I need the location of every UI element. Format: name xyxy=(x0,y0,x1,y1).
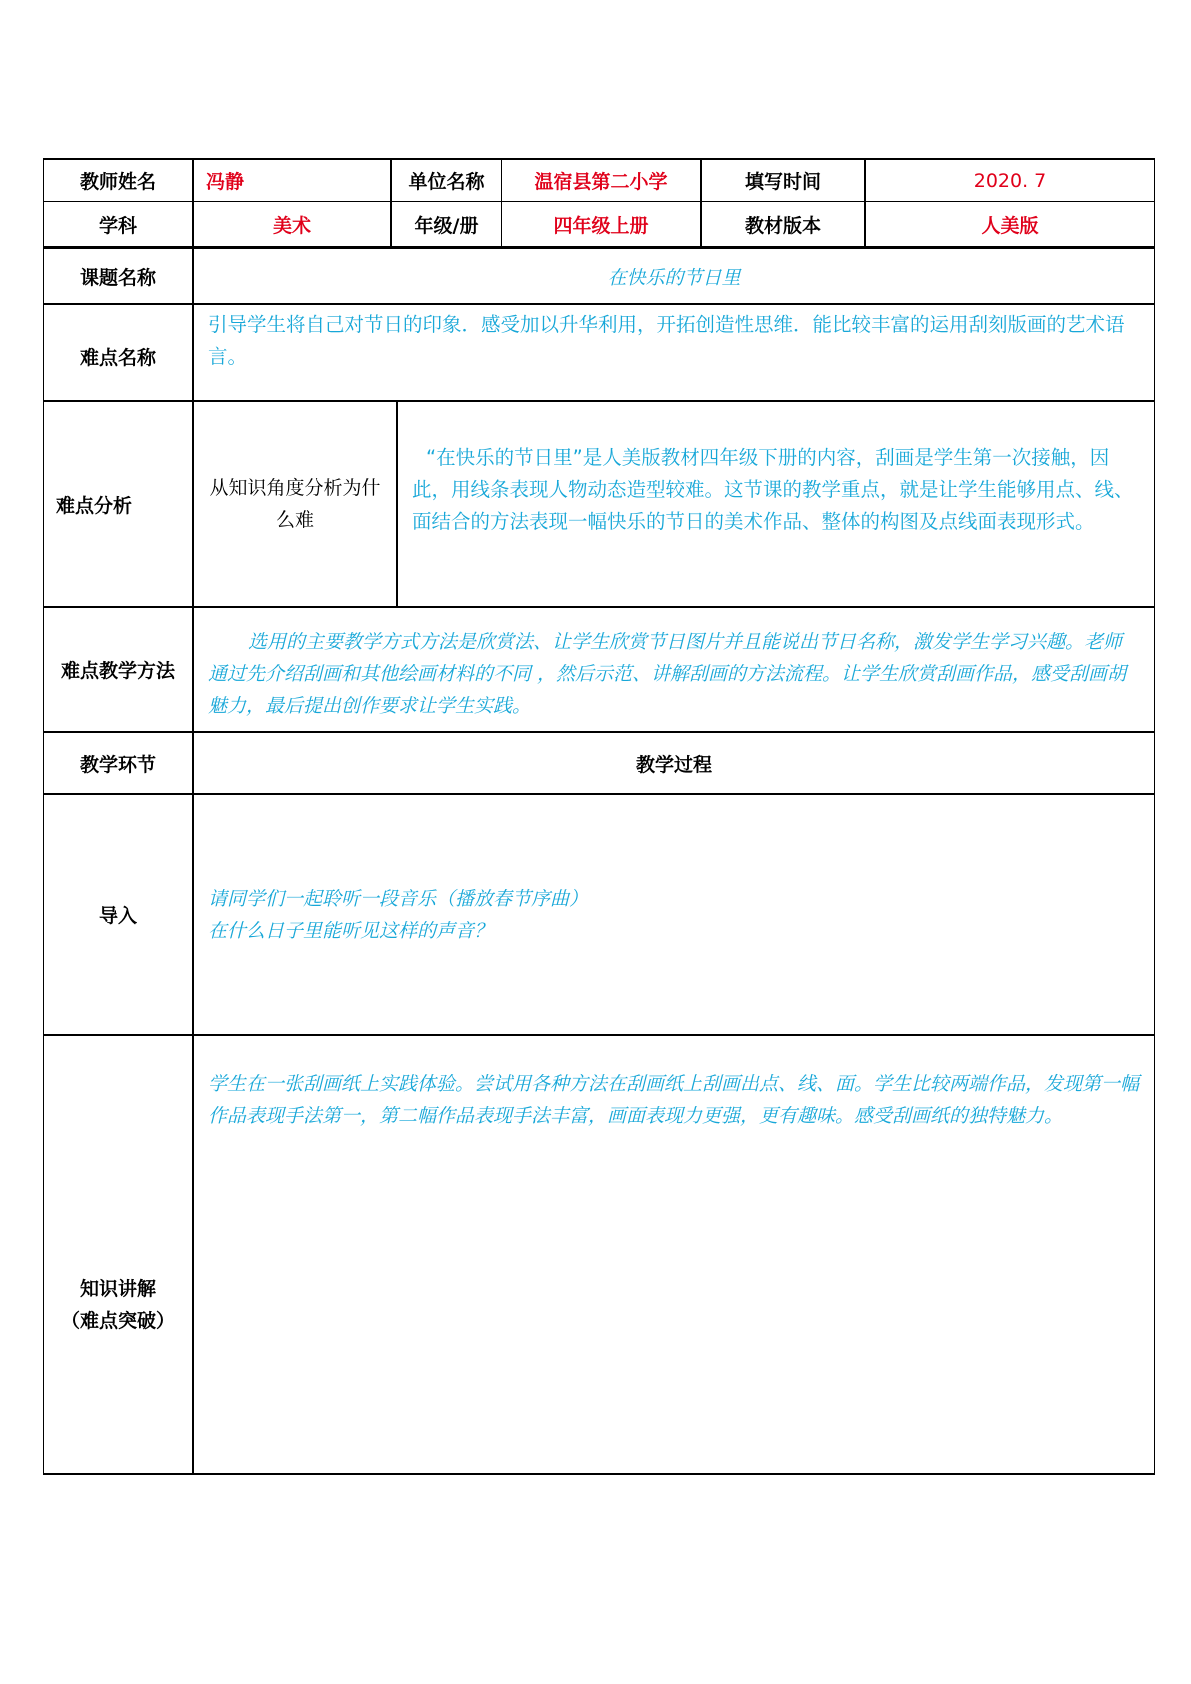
intro-value xyxy=(194,795,1154,1034)
knowledge-row xyxy=(43,1035,1155,1475)
knowledge-label-line-1: 知识讲解 xyxy=(79,1277,156,1300)
teaching-method-text: 选用的主要教学方式方法是欣赏法、让学生欣赏节日图片并且能说出节日名称，激发学生学习兴趣。老师通过先介绍刮画和其他绘画材料的不同 ，然后示范、讲解刮画的方法流程。让学生欣赏刮画作品，感受刮画胡魅力，最后提出创作要求让学生实践。 xyxy=(208,631,1127,717)
difficulty-analysis-value xyxy=(398,402,1154,606)
header-row-1 xyxy=(43,158,1155,202)
difficulty-analysis-text: “在快乐的节日里”是人美版教材四年级下册的内容，刮画是学生第一次接触，因此，用线条表现人物动态造型较难。这节课的教学重点，就是让学生能够用点、线、面结合的方法表现一幅快乐的节日的美术作品、整体的构图及点线面表现形式。 xyxy=(412,446,1134,533)
intro-line-2: 在什么日子里能听见这样的声音？ xyxy=(208,919,494,942)
topic-value: 在快乐的节日里 xyxy=(607,266,741,289)
topic-row xyxy=(43,247,1155,304)
knowledge-text: 学生在一张刮画纸上实践体验。尝试用各种方法在刮画纸上刮画出点、线、面。学生比较两端作品，发现第一幅作品表现手法第一，第二幅作品表现手法丰富，画面表现力更强，更有趣味。感受刮画纸的独特魅力。 xyxy=(208,1073,1140,1127)
difficulty-name-value: 引导学生将自己对节日的印象．感受加以升华利用，开拓创造性思维．能比较丰富的运用刮刻版画的艺术语言。 xyxy=(208,313,1125,368)
subject-label: 学科 xyxy=(44,202,194,246)
difficulty-analysis-row xyxy=(43,401,1155,607)
intro-line-1: 请同学们一起聆听一段音乐（播放春节序曲） xyxy=(208,887,589,910)
process-header-row xyxy=(43,732,1155,794)
sublabel-text: 从知识角度分析为什么难 xyxy=(209,477,381,531)
knowledge-label-line-2: （难点突破） xyxy=(60,1309,175,1332)
header-row-2 xyxy=(43,202,1155,247)
knowledge-label xyxy=(44,1036,194,1473)
teacher-name-value: 冯静 xyxy=(194,160,392,201)
difficulty-name-row xyxy=(43,304,1155,401)
teaching-method-label: 难点教学方法 xyxy=(44,608,194,731)
intro-row xyxy=(43,794,1155,1035)
fill-date-label: 填写时间 xyxy=(702,160,866,201)
teaching-stage-label: 教学环节 xyxy=(44,733,194,793)
difficulty-analysis-label: 难点分析 xyxy=(44,402,194,606)
edition-value: 人美版 xyxy=(981,214,1039,237)
teaching-method-value xyxy=(194,608,1154,731)
unit-name-value: 温宿县第二小学 xyxy=(502,160,702,201)
intro-label: 导入 xyxy=(44,795,194,1034)
teaching-process-label: 教学过程 xyxy=(635,753,712,776)
grade-value: 四年级上册 xyxy=(502,202,702,246)
topic-label: 课题名称 xyxy=(44,249,194,303)
unit-name-label: 单位名称 xyxy=(392,160,502,201)
grade-label: 年级/册 xyxy=(392,202,502,246)
edition-label: 教材版本 xyxy=(702,202,866,246)
fill-date-value: 2020. 7 xyxy=(973,169,1047,192)
knowledge-value xyxy=(194,1036,1154,1473)
difficulty-name-label: 难点名称 xyxy=(44,305,194,400)
difficulty-analysis-sublabel xyxy=(194,402,398,606)
teaching-method-row xyxy=(43,607,1155,732)
subject-value: 美术 xyxy=(194,202,392,246)
teacher-name-label: 教师姓名 xyxy=(44,160,194,201)
